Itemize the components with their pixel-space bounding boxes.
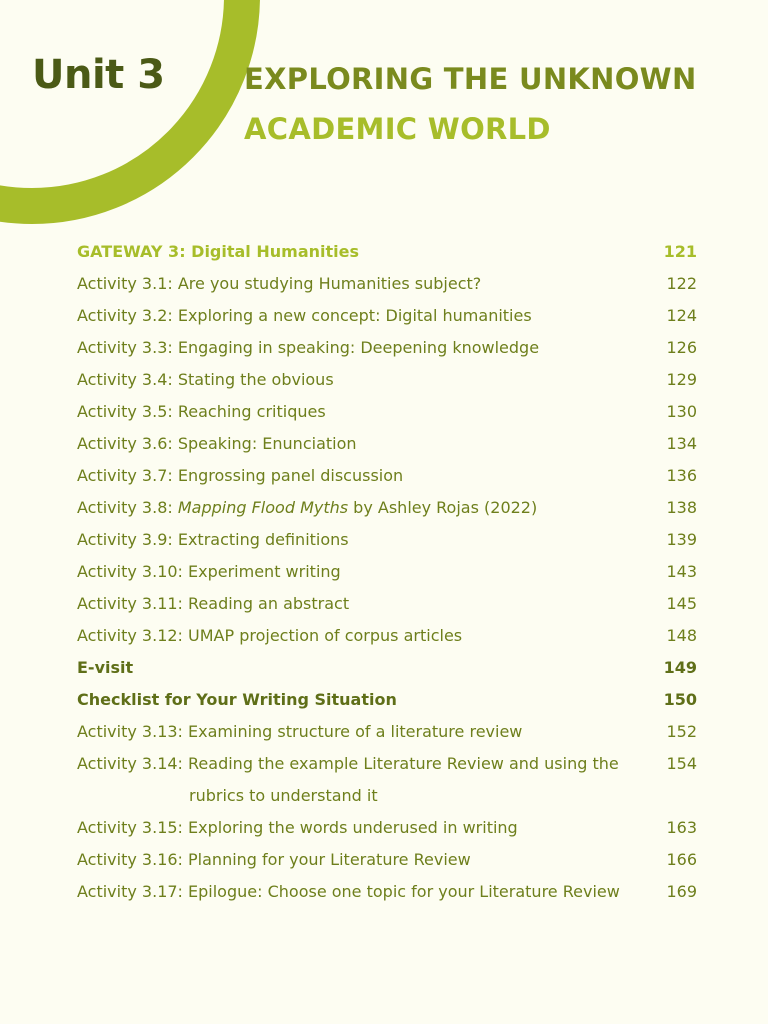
- toc-entry-title: Activity 3.5: Reaching critiques: [77, 402, 326, 421]
- toc-entry[interactable]: [77, 332, 697, 364]
- toc-entry-title: Activity 3.3: Engaging in speaking: Deepening knowledge: [77, 338, 540, 357]
- toc-entry-gateway[interactable]: [77, 236, 697, 268]
- toc-entry-title-line-2: rubrics to understand it: [189, 786, 378, 805]
- toc-entry-title: Checklist for Your Writing Situation: [77, 690, 397, 709]
- toc-entry-page: 134: [666, 434, 697, 453]
- toc-entry[interactable]: [77, 620, 697, 652]
- toc-entry[interactable]: [77, 844, 697, 876]
- unit-title-line-2: ACADEMIC WORLD: [244, 112, 551, 146]
- toc-entry[interactable]: [77, 428, 697, 460]
- toc-entry[interactable]: [77, 812, 697, 844]
- decorative-arc: [0, 0, 260, 224]
- toc-entry-title: Activity 3.12: UMAP projection of corpus articles: [77, 626, 463, 645]
- toc-entry[interactable]: [77, 268, 697, 300]
- toc-entry[interactable]: [77, 876, 697, 908]
- toc-entry-page: 145: [666, 594, 697, 613]
- toc-entry-title: E-visit: [77, 658, 134, 677]
- toc-entry-title: Activity 3.15: Exploring the words underused in writing: [77, 818, 518, 837]
- toc-entry-title: [77, 492, 663, 524]
- toc-entry-page: 124: [666, 306, 697, 325]
- toc-entry-title: Activity 3.9: Extracting definitions: [77, 530, 349, 549]
- toc-entry-checklist[interactable]: [77, 684, 697, 716]
- toc-entry-title: GATEWAY 3: Digital Humanities: [77, 242, 359, 261]
- table-of-contents: [77, 236, 697, 908]
- toc-entry[interactable]: [77, 588, 697, 620]
- toc-entry-page: 169: [666, 882, 697, 901]
- toc-entry-title: Activity 3.10: Experiment writing: [77, 562, 341, 581]
- toc-entry-title-italic: Mapping Flood Myths: [177, 498, 349, 517]
- toc-entry-page: 129: [666, 370, 697, 389]
- toc-entry-page: 126: [666, 338, 697, 357]
- toc-entry-page: 122: [666, 274, 697, 293]
- toc-entry-title: Activity 3.17: Epilogue: Choose one topic for your Literature Review: [77, 882, 620, 901]
- toc-entry-page: 154: [666, 754, 697, 773]
- toc-entry-title: Activity 3.13: Examining structure of a literature review: [77, 722, 523, 741]
- toc-entry-page: 136: [666, 466, 697, 485]
- toc-entry-e-visit[interactable]: [77, 652, 697, 684]
- toc-entry-page: 149: [663, 658, 697, 677]
- toc-entry-page: 130: [666, 402, 697, 421]
- toc-entry-page: 152: [666, 722, 697, 741]
- toc-entry-title: Activity 3.4: Stating the obvious: [77, 370, 334, 389]
- toc-entry[interactable]: [77, 748, 697, 812]
- toc-entry-page: 121: [663, 242, 697, 261]
- toc-entry[interactable]: [77, 524, 697, 556]
- unit-label: Unit 3: [32, 52, 165, 98]
- toc-entry-title: Activity 3.11: Reading an abstract: [77, 594, 350, 613]
- toc-entry-title: Activity 3.16: Planning for your Literature Review: [77, 850, 471, 869]
- toc-entry-page: 139: [666, 530, 697, 549]
- toc-entry[interactable]: [77, 460, 697, 492]
- toc-entry[interactable]: [77, 556, 697, 588]
- toc-entry-page: 150: [663, 690, 697, 709]
- toc-entry-title: [77, 748, 663, 812]
- toc-entry[interactable]: [77, 300, 697, 332]
- toc-entry-title: Activity 3.2: Exploring a new concept: Digital humanities: [77, 306, 532, 325]
- toc-entry-title: Activity 3.1: Are you studying Humanities subject?: [77, 274, 482, 293]
- toc-entry-page: 148: [666, 626, 697, 645]
- toc-entry-title: Activity 3.6: Speaking: Enunciation: [77, 434, 357, 453]
- toc-entry-page: 163: [666, 818, 697, 837]
- toc-entry-page: 138: [666, 498, 697, 517]
- toc-entry-title-prefix: Activity 3.8:: [77, 498, 178, 517]
- toc-entry[interactable]: [77, 364, 697, 396]
- toc-entry[interactable]: [77, 396, 697, 428]
- toc-entry-title-line-1: Activity 3.14: Reading the example Literature Review and using the: [77, 754, 619, 773]
- toc-entry[interactable]: [77, 492, 697, 524]
- toc-entry-title: Activity 3.7: Engrossing panel discussion: [77, 466, 404, 485]
- toc-entry[interactable]: [77, 716, 697, 748]
- toc-entry-page: 166: [666, 850, 697, 869]
- toc-entry-page: 143: [666, 562, 697, 581]
- toc-entry-title-suffix: by Ashley Rojas (2022): [348, 498, 538, 517]
- unit-title-line-1: EXPLORING THE UNKNOWN: [244, 62, 697, 96]
